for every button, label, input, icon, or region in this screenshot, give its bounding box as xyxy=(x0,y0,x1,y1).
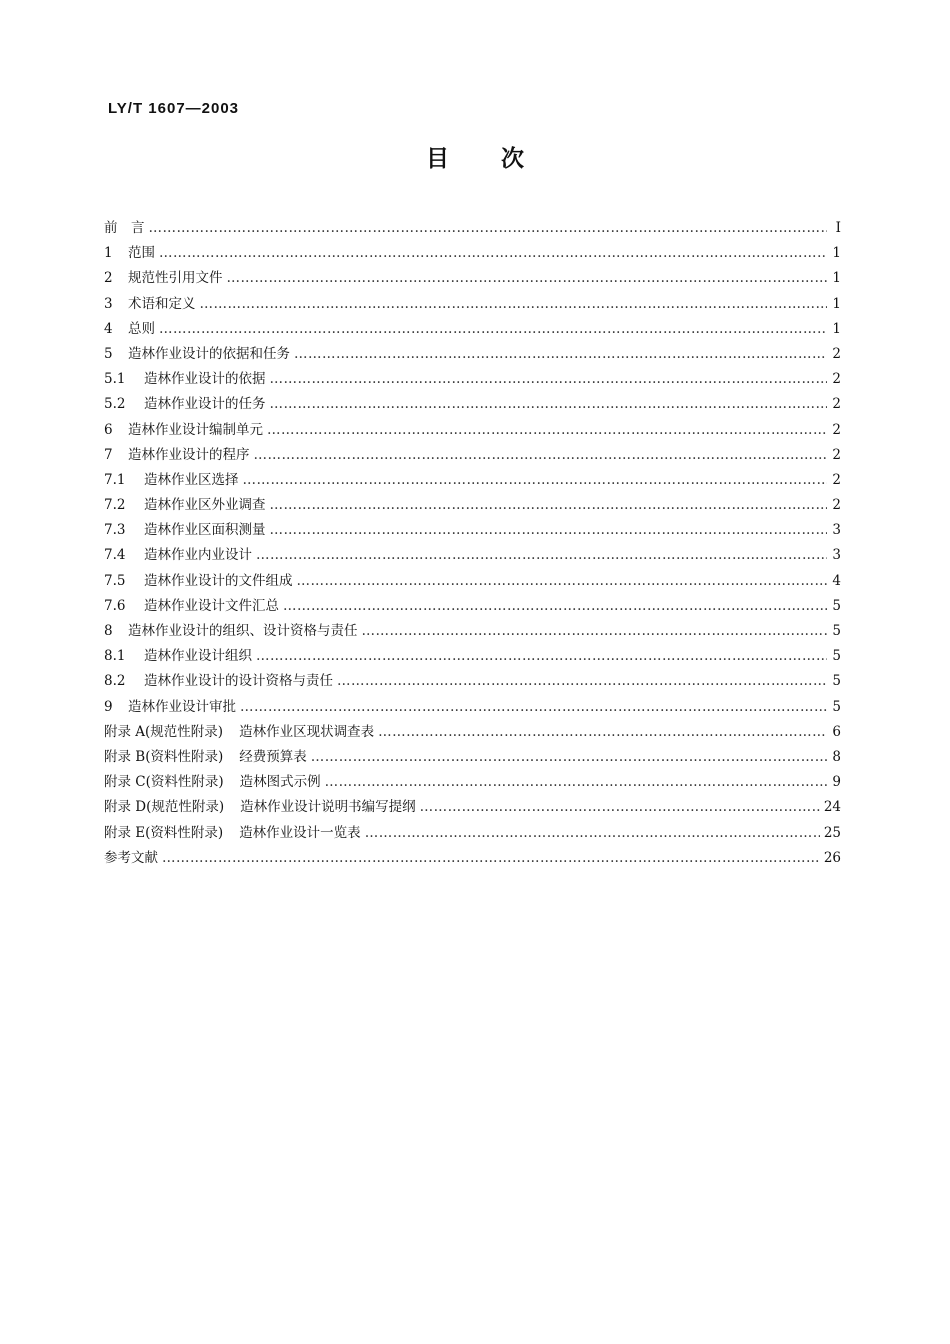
toc-entry-title: 造林作业设计的设计资格与责任 xyxy=(144,673,333,690)
toc-page-number: 1 xyxy=(832,270,841,287)
toc-entry-title: 造林作业设计编制单元 xyxy=(128,421,263,438)
toc-entry-label-group xyxy=(104,317,155,342)
toc-entry-label-group xyxy=(104,569,293,594)
toc-dot-leader xyxy=(200,292,828,317)
standard-code: LY/T 1607—2003 xyxy=(108,100,240,117)
toc-entry[interactable] xyxy=(104,695,841,720)
toc-entry-title: 造林作业区外业调查 xyxy=(144,497,266,514)
toc-page-number: 5 xyxy=(832,698,841,715)
toc-dot-leader xyxy=(159,317,827,342)
toc-page-number: 5 xyxy=(832,648,841,665)
toc-dot-leader xyxy=(254,443,828,468)
toc-entry-title: 造林作业设计组织 xyxy=(144,648,252,665)
toc-entry[interactable] xyxy=(104,518,841,543)
toc-entry-number: 4 xyxy=(104,320,113,337)
toc-entry-title: 术语和定义 xyxy=(128,295,196,312)
toc-entry-title: 造林图式示例 xyxy=(239,774,321,791)
toc-entry-number: 5 xyxy=(104,345,113,362)
table-of-contents xyxy=(104,216,841,871)
toc-entry-number: 9 xyxy=(104,698,113,715)
toc-dot-leader xyxy=(159,241,827,266)
toc-entry[interactable] xyxy=(104,720,841,745)
toc-entry[interactable] xyxy=(104,669,841,694)
toc-entry[interactable] xyxy=(104,745,841,770)
toc-entry[interactable] xyxy=(104,317,841,342)
toc-entry-title: 造林作业区选择 xyxy=(144,471,239,488)
toc-entry-title: 前 言 xyxy=(104,220,145,236)
toc-entry-title: 参考文献 xyxy=(104,849,158,866)
toc-entry-label-group xyxy=(104,795,416,820)
toc-entry-label-group xyxy=(104,468,239,493)
toc-entry-number: 7.2 xyxy=(104,497,126,514)
toc-entry[interactable] xyxy=(104,770,841,795)
toc-entry[interactable] xyxy=(104,216,841,241)
toc-dot-leader xyxy=(270,493,828,518)
toc-entry[interactable] xyxy=(104,594,841,619)
toc-entry-title: 造林作业设计的依据和任务 xyxy=(128,345,290,362)
toc-page-number: I xyxy=(835,220,841,236)
toc-dot-leader xyxy=(270,367,828,392)
toc-entry[interactable] xyxy=(104,241,841,266)
toc-entry-title: 造林作业设计的文件组成 xyxy=(144,572,293,589)
toc-page-number: 5 xyxy=(832,673,841,690)
toc-entry-title: 造林作业内业设计 xyxy=(144,547,252,564)
toc-entry-label-group xyxy=(104,392,266,417)
toc-dot-leader xyxy=(243,468,828,493)
toc-entry-title: 造林作业区面积测量 xyxy=(144,522,266,539)
toc-entry-label-group xyxy=(104,846,158,871)
toc-entry-number: 8.2 xyxy=(104,673,126,690)
toc-page-number: 2 xyxy=(832,446,841,463)
toc-entry[interactable] xyxy=(104,493,841,518)
toc-entry-label-group xyxy=(104,543,252,568)
toc-entry-label-group xyxy=(104,821,361,846)
toc-entry-number: 8.1 xyxy=(104,648,126,665)
toc-entry[interactable] xyxy=(104,619,841,644)
toc-page-number: 2 xyxy=(832,371,841,388)
toc-entry-label-group xyxy=(104,367,266,392)
toc-entry-number: 6 xyxy=(104,421,113,438)
toc-entry[interactable] xyxy=(104,392,841,417)
toc-entry-number: 附录 A(规范性附录) xyxy=(104,723,224,740)
toc-entry-label-group xyxy=(104,745,307,770)
toc-page-number: 8 xyxy=(832,748,841,765)
toc-page-number: 2 xyxy=(832,345,841,362)
toc-entry-label-group xyxy=(104,770,321,795)
toc-entry-number: 7.5 xyxy=(104,572,126,589)
page-title: 目次 xyxy=(426,146,576,172)
toc-entry[interactable] xyxy=(104,468,841,493)
toc-dot-leader xyxy=(256,644,827,669)
toc-page-number: 25 xyxy=(823,824,841,841)
toc-page-number: 3 xyxy=(832,522,841,539)
toc-page-number: 5 xyxy=(832,623,841,639)
toc-entry-title: 造林作业设计的组织、设计资格与责任 xyxy=(128,623,358,639)
toc-dot-leader xyxy=(311,745,827,770)
toc-entry-number: 2 xyxy=(104,270,113,287)
toc-page-number: 4 xyxy=(832,572,841,589)
toc-entry-label-group xyxy=(104,644,252,669)
toc-page-number: 3 xyxy=(832,547,841,564)
toc-dot-leader xyxy=(420,795,820,820)
toc-entry-label-group xyxy=(104,493,266,518)
toc-entry-number: 5.2 xyxy=(104,396,126,413)
toc-dot-leader xyxy=(283,594,827,619)
toc-entry-label-group xyxy=(104,695,236,720)
toc-page-number: 2 xyxy=(832,421,841,438)
toc-page-number: 9 xyxy=(832,774,841,791)
toc-dot-leader xyxy=(270,392,828,417)
toc-dot-leader xyxy=(240,695,827,720)
toc-entry-title: 造林作业区现状调查表 xyxy=(239,723,375,740)
toc-entry[interactable] xyxy=(104,342,841,367)
toc-dot-leader xyxy=(297,569,828,594)
toc-entry[interactable] xyxy=(104,569,841,594)
toc-entry-number: 3 xyxy=(104,295,113,312)
toc-entry-title: 规范性引用文件 xyxy=(128,270,223,287)
toc-dot-leader xyxy=(362,619,828,644)
toc-entry-label-group xyxy=(104,669,333,694)
toc-entry-label-group xyxy=(104,292,196,317)
toc-page-number: 1 xyxy=(832,320,841,337)
toc-dot-leader xyxy=(365,821,820,846)
toc-entry-label-group xyxy=(104,518,266,543)
toc-entry[interactable] xyxy=(104,846,841,871)
toc-entry-label-group xyxy=(104,241,155,266)
toc-page-number: 2 xyxy=(832,396,841,413)
toc-dot-leader xyxy=(267,418,827,443)
toc-entry-title: 经费预算表 xyxy=(239,748,307,765)
toc-entry-label-group xyxy=(104,594,279,619)
toc-entry[interactable] xyxy=(104,292,841,317)
toc-dot-leader xyxy=(270,518,828,543)
toc-entry-number: 7 xyxy=(104,446,113,463)
toc-entry[interactable] xyxy=(104,443,841,468)
toc-entry-number: 附录 B(资料性附录) xyxy=(104,748,224,765)
toc-entry-label-group xyxy=(104,443,250,468)
toc-dot-leader xyxy=(227,266,828,291)
toc-entry-number: 附录 C(资料性附录) xyxy=(104,774,224,791)
toc-entry-title: 总则 xyxy=(128,320,155,337)
toc-entry-number: 7.3 xyxy=(104,522,126,539)
toc-entry-title: 造林作业设计审批 xyxy=(128,698,236,715)
toc-entry-number: 7.4 xyxy=(104,547,126,564)
toc-dot-leader xyxy=(325,770,827,795)
toc-entry-label-group xyxy=(104,418,263,443)
toc-entry[interactable] xyxy=(104,418,841,443)
toc-entry-title: 造林作业设计的任务 xyxy=(144,396,266,413)
toc-entry-number: 附录 D(规范性附录) xyxy=(104,799,225,816)
toc-entry-number: 附录 E(资料性附录) xyxy=(104,824,224,841)
toc-entry-title: 造林作业设计的依据 xyxy=(144,371,266,388)
toc-entry[interactable] xyxy=(104,367,841,392)
toc-entry-title: 造林作业设计说明书编写提纲 xyxy=(240,799,416,816)
toc-entry[interactable] xyxy=(104,795,841,820)
toc-entry-title: 造林作业设计文件汇总 xyxy=(144,597,279,614)
toc-dot-leader xyxy=(294,342,827,367)
toc-entry[interactable] xyxy=(104,543,841,568)
toc-entry-number: 7.1 xyxy=(104,471,126,488)
toc-page-number: 2 xyxy=(832,471,841,488)
toc-entry-title: 造林作业设计的程序 xyxy=(128,446,250,463)
toc-entry[interactable] xyxy=(104,644,841,669)
toc-entry[interactable] xyxy=(104,266,841,291)
toc-entry-label-group xyxy=(104,342,290,367)
toc-entry-label-group xyxy=(104,216,145,241)
toc-dot-leader xyxy=(378,720,827,745)
toc-page-number: 5 xyxy=(832,597,841,614)
toc-entry-number: 1 xyxy=(104,245,113,262)
toc-entry-title: 范围 xyxy=(128,245,155,262)
toc-entry-title: 造林作业设计一览表 xyxy=(239,824,361,841)
toc-page-number: 6 xyxy=(832,723,841,740)
toc-dot-leader xyxy=(256,543,827,568)
toc-page-number: 1 xyxy=(832,295,841,312)
toc-page-number: 1 xyxy=(832,245,841,262)
toc-page-number: 2 xyxy=(832,497,841,514)
toc-dot-leader xyxy=(337,669,827,694)
toc-page-number: 24 xyxy=(823,799,841,816)
toc-entry-label-group xyxy=(104,619,358,644)
toc-entry-label-group xyxy=(104,720,374,745)
toc-entry-label-group xyxy=(104,266,223,291)
toc-entry-number: 7.6 xyxy=(104,597,126,614)
toc-entry-number: 8 xyxy=(104,623,113,639)
toc-dot-leader xyxy=(149,216,828,241)
toc-page-number: 26 xyxy=(823,849,841,866)
toc-dot-leader xyxy=(162,846,820,871)
toc-entry-number: 5.1 xyxy=(104,371,126,388)
toc-entry[interactable] xyxy=(104,821,841,846)
